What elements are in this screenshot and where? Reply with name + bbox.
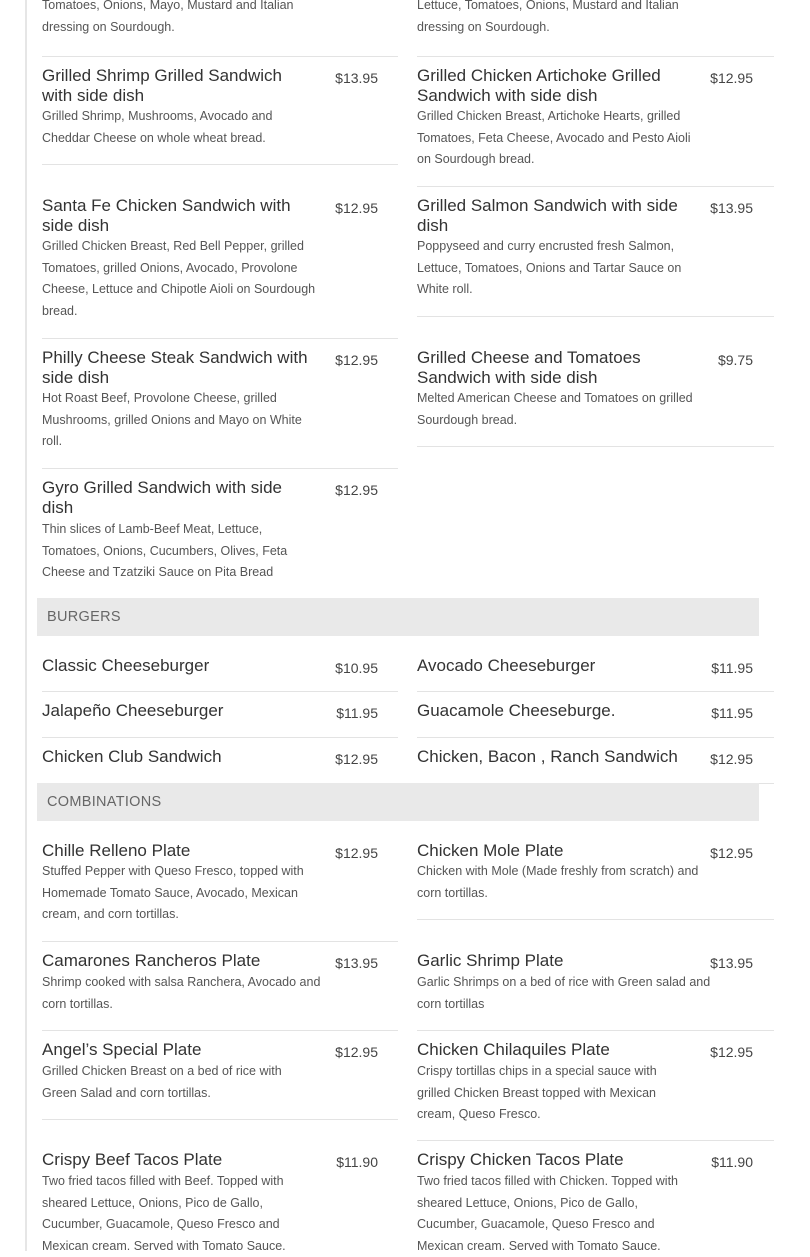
item-price: $11.95 <box>336 705 378 721</box>
menu-item[interactable] <box>42 66 398 165</box>
item-name: Chicken, Bacon , Ranch Sandwich <box>417 747 678 766</box>
item-price: $11.90 <box>711 1154 753 1170</box>
item-price: $12.95 <box>335 482 378 498</box>
menu-item[interactable] <box>42 196 398 339</box>
item-price: $12.95 <box>335 200 378 216</box>
item-name: Classic Cheeseburger <box>42 656 210 675</box>
menu-item[interactable] <box>417 656 774 692</box>
item-price: $13.95 <box>710 200 753 216</box>
item-description: Crispy tortillas chips in a special sauce with grilled Chicken Breast topped with Mexican cream, Queso Fresco. <box>417 1064 657 1121</box>
item-name: Philly Cheese Steak Sandwich with side dish <box>42 348 308 387</box>
item-price: $12.95 <box>335 845 378 861</box>
item-price: $13.95 <box>710 955 753 971</box>
item-description: Two fried tacos filled with Beef. Topped with sheared Lettuce, Onions, Pico de Gallo, Cucumber, Guacamole, Queso Fresco and Mexican cream. Served with Tomato Sauce. <box>42 1174 286 1253</box>
item-name: Crispy Beef Tacos Plate <box>42 1150 223 1169</box>
menu-item[interactable] <box>417 1040 774 1141</box>
item-price: $12.95 <box>710 845 753 861</box>
item-description: Stuffed Pepper with Queso Fresco, topped with Homemade Tomato Sauce, Avocado, Mexican cream, and corn tortillas. <box>42 864 304 921</box>
item-price: $10.95 <box>335 660 378 676</box>
item-name: Crispy Chicken Tacos Plate <box>417 1150 624 1169</box>
item-price: $12.95 <box>335 1044 378 1060</box>
item-description: Poppyseed and curry encrusted fresh Salmon, Lettuce, Tomatoes, Onions and Tartar Sauce on White roll. <box>417 239 682 296</box>
category-header-combinations <box>37 783 759 821</box>
menu-item[interactable] <box>417 841 774 920</box>
item-name: Angel’s Special Plate <box>42 1040 202 1059</box>
menu-item[interactable] <box>417 66 774 187</box>
menu-item[interactable] <box>417 1150 774 1251</box>
item-description: Two fried tacos filled with Chicken. Topped with sheared Lettuce, Onions, Pico de Gallo, Cucumber, Guacamole, Queso Fresco and Mexican cream. Served with Tomato Sauce. <box>417 1174 679 1253</box>
menu-item[interactable] <box>417 348 774 447</box>
item-description: Grilled Chicken Breast on a bed of rice with Green Salad and corn tortillas. <box>42 1064 282 1100</box>
item-description: Melted American Cheese and Tomatoes on grilled Sourdough bread. <box>417 391 693 427</box>
left-border-line <box>25 0 27 1251</box>
item-description: Grilled Shrimp, Mushrooms, Avocado and Cheddar Cheese on whole wheat bread. <box>42 109 273 145</box>
item-name: Grilled Cheese and Tomatoes Sandwich with side dish <box>417 348 641 387</box>
item-name: Garlic Shrimp Plate <box>417 951 564 970</box>
menu-item[interactable] <box>42 656 398 692</box>
menu-item[interactable] <box>42 1150 398 1251</box>
item-price: $9.75 <box>717 352 753 368</box>
item-description: Tomatoes, Onions, Mayo, Mustard and Italian dressing on Sourdough. <box>42 0 294 34</box>
item-description: Shrimp cooked with salsa Ranchera, Avocado and corn tortillas. <box>42 975 321 1011</box>
menu-item[interactable] <box>42 348 398 469</box>
category-title: BURGERS <box>47 609 121 625</box>
menu-item[interactable] <box>417 747 774 784</box>
item-name: Camarones Rancheros Plate <box>42 951 261 970</box>
item-description: Thin slices of Lamb-Beef Meat, Lettuce, Tomatoes, Onions, Cucumbers, Olives, Feta Cheese and Tzatziki Sauce on Pita Bread <box>42 522 288 579</box>
menu-item[interactable] <box>42 1040 398 1120</box>
item-description: Garlic Shrimps on a bed of rice with Green salad and corn tortillas <box>417 975 711 1011</box>
item-price: $13.95 <box>335 955 378 971</box>
item-name: Guacamole Cheeseburge. <box>417 701 616 720</box>
item-price: $12.95 <box>710 751 753 767</box>
menu-item[interactable] <box>417 196 774 317</box>
menu-item[interactable] <box>417 951 774 1031</box>
menu-item[interactable] <box>417 701 774 738</box>
item-name: Chicken Mole Plate <box>417 841 564 860</box>
item-description: Grilled Chicken Breast, Artichoke Hearts, grilled Tomatoes, Feta Cheese, Avocado and Pesto Aioli on Sourdough bread. <box>417 109 691 166</box>
item-name: Chicken Club Sandwich <box>42 747 222 766</box>
menu-item[interactable] <box>42 951 398 1031</box>
item-price: $12.95 <box>335 751 378 767</box>
item-description: Lettuce, Tomatoes, Onions, Mustard and Italian dressing on Sourdough. <box>417 0 679 34</box>
menu-item[interactable] <box>42 701 398 738</box>
item-price: $11.95 <box>711 705 753 721</box>
item-description: Chicken with Mole (Made freshly from scratch) and corn tortillas. <box>417 864 699 900</box>
item-name: Santa Fe Chicken Sandwich with side dish <box>42 196 291 235</box>
category-header-burgers <box>37 598 759 636</box>
menu-item-partial-left[interactable] <box>42 0 398 57</box>
item-name: Avocado Cheeseburger <box>417 656 596 675</box>
menu-item[interactable] <box>42 841 398 942</box>
item-price: $12.95 <box>710 70 753 86</box>
item-name: Jalapeño Cheeseburger <box>42 701 224 720</box>
item-name: Grilled Shrimp Grilled Sandwich with side dish <box>42 66 282 105</box>
item-price: $11.90 <box>336 1154 378 1170</box>
item-name: Chille Relleno Plate <box>42 841 191 860</box>
menu-item[interactable] <box>42 747 398 784</box>
item-name: Grilled Salmon Sandwich with side dish <box>417 196 678 235</box>
item-price: $12.95 <box>335 352 378 368</box>
item-name: Grilled Chicken Artichoke Grilled Sandwich with side dish <box>417 66 661 105</box>
item-price: $13.95 <box>335 70 378 86</box>
menu-item[interactable] <box>42 478 398 598</box>
item-price: $12.95 <box>710 1044 753 1060</box>
category-title: COMBINATIONS <box>47 794 162 810</box>
item-name: Chicken Chilaquiles Plate <box>417 1040 610 1059</box>
item-price: $11.95 <box>711 660 753 676</box>
item-description: Grilled Chicken Breast, Red Bell Pepper, grilled Tomatoes, grilled Onions, Avocado, Provolone Cheese, Lettuce and Chipotle Aioli on Sourdough bread. <box>42 239 316 318</box>
item-description: Hot Roast Beef, Provolone Cheese, grilled Mushrooms, grilled Onions and Mayo on White roll. <box>42 391 302 448</box>
menu-item-partial-right[interactable] <box>417 0 774 57</box>
item-name: Gyro Grilled Sandwich with side dish <box>42 478 282 517</box>
